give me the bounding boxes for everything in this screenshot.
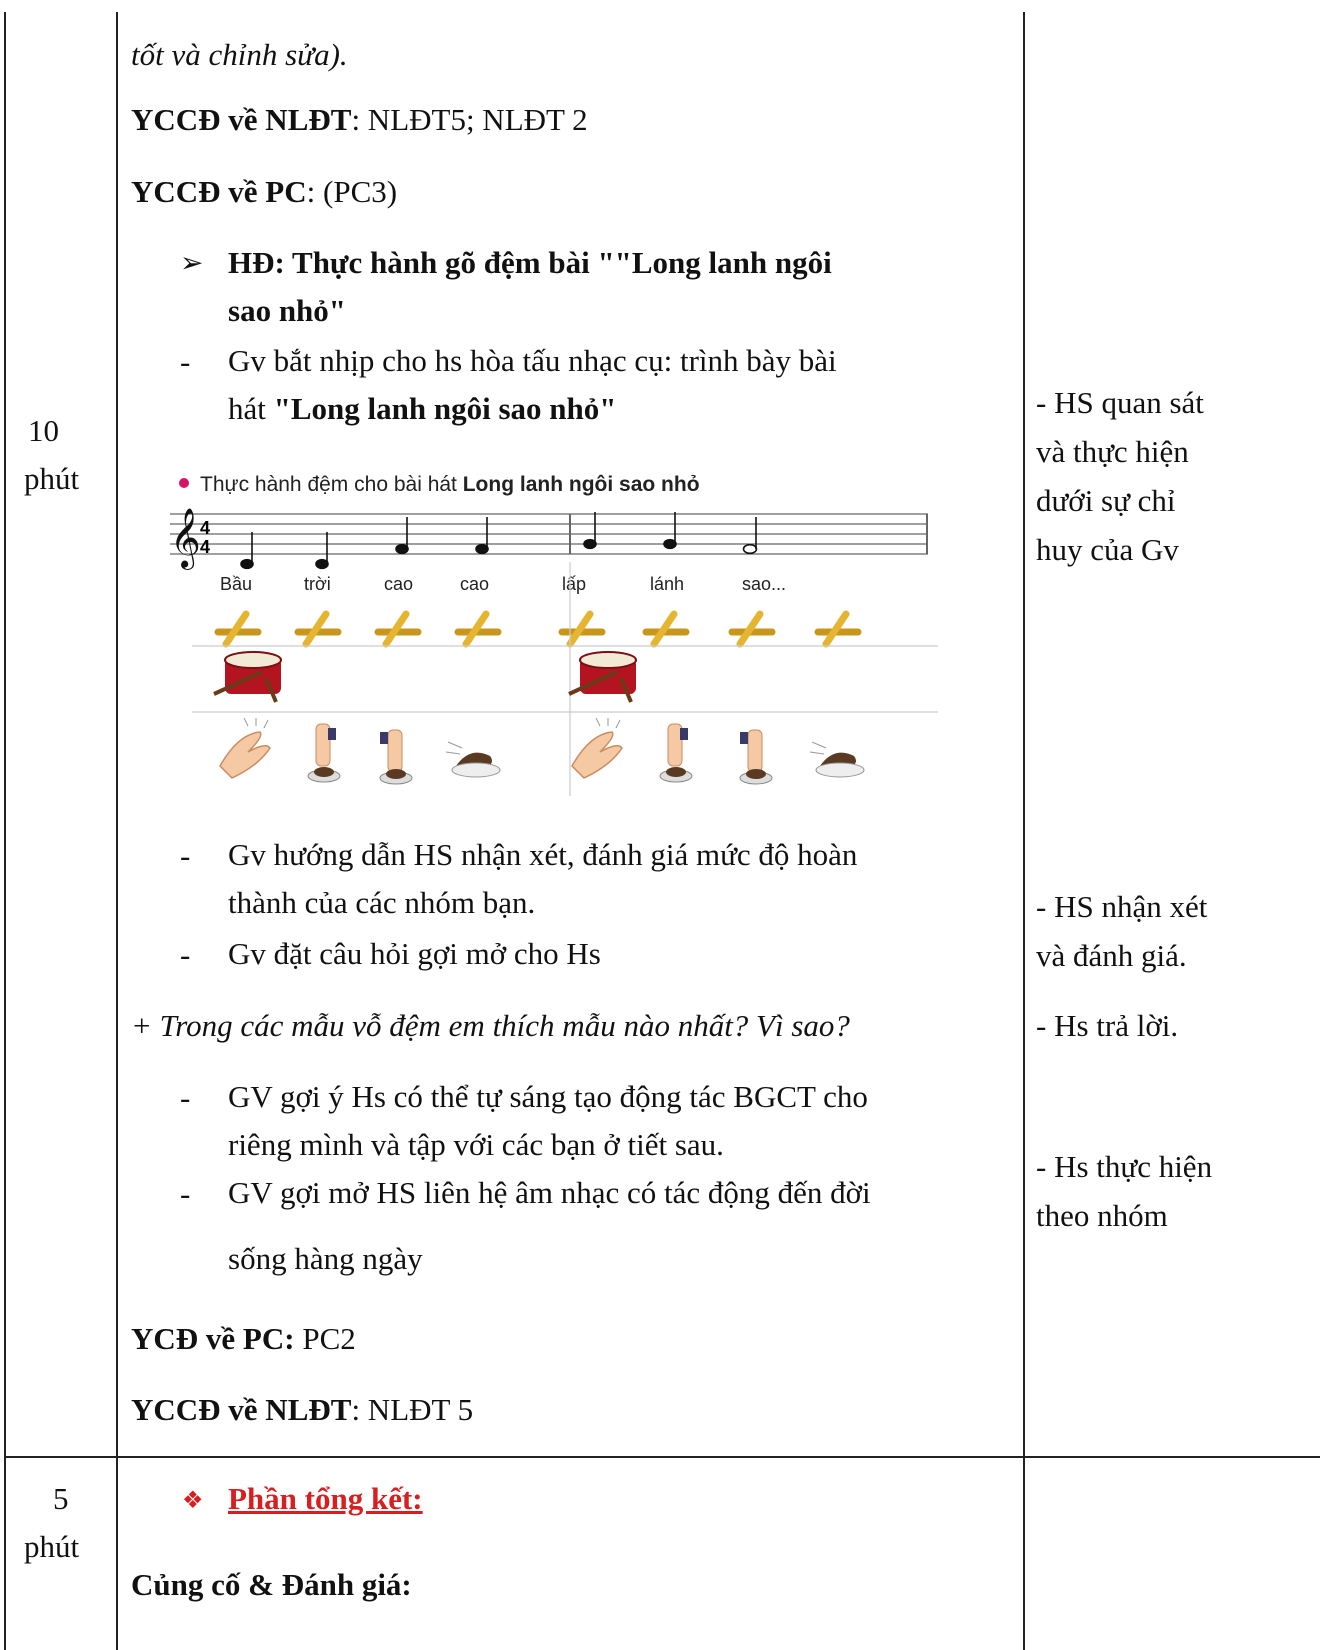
leg-stomp-icon <box>740 730 772 784</box>
time-cell-number-2: 5 <box>53 1481 69 1516</box>
table-border-left <box>4 12 6 1650</box>
figure-caption: Thực hành đệm cho bài hát <box>200 473 463 496</box>
body-percussion-icons <box>220 718 864 784</box>
student-activity-1a: - HS quan sát <box>1036 385 1204 420</box>
yccd-pc-line <box>131 175 397 209</box>
svg-text:Thực hành đệm cho bài hát Long <box>200 473 700 496</box>
foot-tap-icon <box>446 742 500 777</box>
drum-icon <box>214 652 281 702</box>
yccd-nldt-value: : NLĐT5; NLĐT 2 <box>351 102 588 137</box>
student-activity-3: - Hs trả lời. <box>1036 1008 1179 1043</box>
ycd-pc-label: YCĐ về PC: <box>131 1321 295 1356</box>
music-practice-figure <box>170 462 950 802</box>
yccd-nldt-label: YCCĐ về NLĐT <box>131 102 352 137</box>
notes <box>241 512 757 568</box>
time-cell-unit-2: phút <box>24 1529 80 1564</box>
diamond-bullet-icon: ❖ <box>182 1488 204 1514</box>
dash-bullet-icon: - <box>180 838 191 873</box>
lyric: cao <box>384 574 414 594</box>
time-cell-number: 10 <box>28 413 59 448</box>
clap-icon <box>220 718 270 778</box>
figure-caption-bold: Long lanh ngôi sao nhỏ <box>462 473 700 496</box>
student-activity-4a: - Hs thực hiện <box>1036 1149 1213 1184</box>
clap-icon <box>572 718 622 778</box>
summary-subheading: Củng cố & Đánh giá: <box>131 1567 412 1602</box>
yccd-nldt-label-2: YCCĐ về NLĐT <box>131 1392 352 1427</box>
student-activity-4b: theo nhóm <box>1036 1198 1168 1233</box>
lyric: cao <box>460 574 490 594</box>
activity-title-line2: sao nhỏ" <box>228 293 347 328</box>
song-title: "Long lanh ngôi sao nhỏ" <box>273 391 617 426</box>
bullet4-line1: GV gợi ý Hs có thể tự sáng tạo động tác BGCT cho <box>228 1079 868 1114</box>
claves-icons <box>218 614 858 644</box>
bullet1-line1: Gv bắt nhịp cho hs hòa tấu nhạc cụ: trình bày bài <box>228 343 837 378</box>
continued-paragraph: tốt và chỉnh sửa). <box>131 37 348 72</box>
student-activity-2a: - HS nhận xét <box>1036 889 1208 924</box>
time-cell-unit: phút <box>24 461 80 496</box>
drum-icon <box>569 652 636 702</box>
bullet5-line1: GV gợi mở HS liên hệ âm nhạc có tác động đến đời <box>228 1175 871 1210</box>
foot-tap-icon <box>810 742 864 777</box>
dash-bullet-icon: - <box>180 1080 191 1115</box>
bullet1-line2: hát "Long lanh ngôi sao nhỏ" <box>228 391 617 426</box>
bullet5-line2: sống hàng ngày <box>228 1241 423 1276</box>
arrow-bullet-icon: ➢ <box>180 248 204 279</box>
column-divider-1 <box>116 12 118 1650</box>
caption-dot-icon <box>179 478 189 488</box>
treble-clef-icon: 𝄞 <box>170 509 201 567</box>
student-activity-1b: và thực hiện <box>1036 434 1189 469</box>
row-divider <box>4 1456 1320 1458</box>
dash-bullet-icon: - <box>180 1176 191 1211</box>
summary-heading: Phần tổng kết: <box>228 1481 423 1516</box>
activity-title-line1: HĐ: Thực hành gõ đệm bài ""Long lanh ngôi <box>228 245 832 280</box>
column-divider-2 <box>1023 12 1025 1650</box>
lyric: lấp <box>562 574 587 594</box>
bullet2-line2: thành của các nhóm bạn. <box>228 885 536 920</box>
question: + Trong các mẫu vỗ đệm em thích mẫu nào nhất? Vì sao? <box>131 1008 850 1043</box>
bullet4-line2: riêng mình và tập với các bạn ở tiết sau. <box>228 1127 724 1162</box>
dash-bullet-icon: - <box>180 344 191 379</box>
lyric: sao... <box>742 574 787 594</box>
bullet2-line1: Gv hướng dẫn HS nhận xét, đánh giá mức độ hoàn <box>228 837 858 872</box>
yccd-nldt-line-2 <box>131 1393 473 1427</box>
yccd-pc-value: : (PC3) <box>306 174 398 209</box>
ycd-pc-value: PC2 <box>294 1321 356 1356</box>
student-activity-2b: và đánh giá. <box>1036 938 1187 973</box>
student-activity-1c: dưới sự chỉ <box>1036 483 1176 518</box>
bullet3: Gv đặt câu hỏi gợi mở cho Hs <box>228 936 601 971</box>
dash-bullet-icon: - <box>180 937 191 972</box>
time-signature-bottom: 4 <box>200 537 211 557</box>
ycd-pc-line <box>131 1322 356 1356</box>
lyric: Bầu <box>220 574 253 594</box>
lyric: lánh <box>650 574 685 594</box>
leg-stomp-icon <box>380 730 412 784</box>
student-activity-1d: huy của Gv <box>1036 532 1179 567</box>
lyric: trời <box>304 574 331 594</box>
yccd-nldt-line <box>131 103 588 137</box>
leg-stomp-icon <box>660 724 692 782</box>
leg-stomp-icon <box>308 724 340 782</box>
yccd-pc-label: YCCĐ về PC <box>131 174 307 209</box>
yccd-nldt-value-2: : NLĐT 5 <box>351 1392 474 1427</box>
time-signature-top: 4 <box>200 518 211 538</box>
